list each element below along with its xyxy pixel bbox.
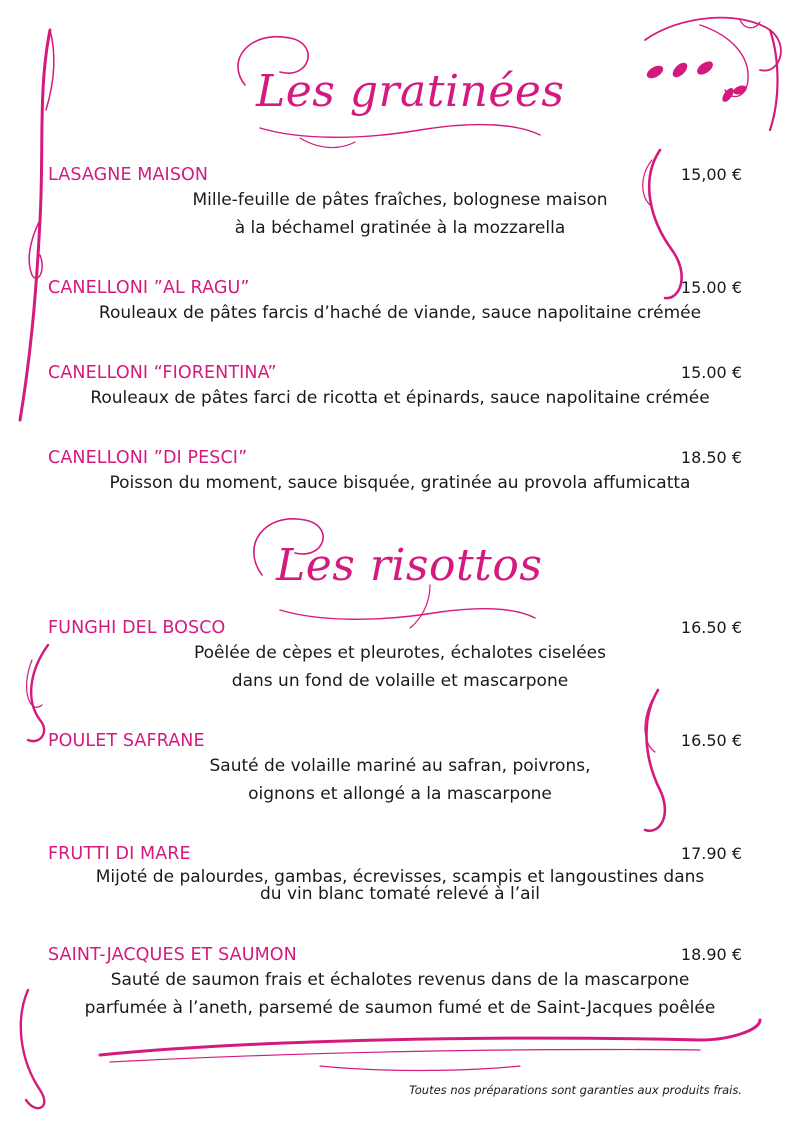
item-price: 15,00 € <box>680 165 742 184</box>
item-desc-line: Mijoté de palourdes, gambas, écrevisses, scampis et langoustines dans <box>95 867 705 887</box>
item-name: FRUTTI DI MARE <box>48 844 191 864</box>
item-desc-line: Poêlée de cèpes et pleurotes, échalotes ciselées <box>194 643 606 663</box>
section-title-risottos: Les risottos <box>276 540 543 591</box>
item-description <box>40 469 760 497</box>
item-desc-line: Poisson du moment, sauce bisquée, gratinée au provola affumicatta <box>109 473 691 493</box>
item-price: 16.50 € <box>680 731 742 750</box>
item-desc-line: Rouleaux de pâtes farci de ricotta et épinards, sauce napolitaine crémée <box>90 388 710 408</box>
item-desc-line: parfumée à l’aneth, parsemé de saumon fumé et de Saint-Jacques poêlée <box>84 998 716 1018</box>
item-desc-line: Sauté de saumon frais et échalotes revenus dans de la mascarpone <box>110 970 690 990</box>
item-name: LASAGNE MAISON <box>48 165 209 185</box>
item-name: FUNGHI DEL BOSCO <box>48 618 226 638</box>
item-price: 15.00 € <box>680 278 742 297</box>
section-title-gratinees: Les gratinées <box>256 66 565 117</box>
item-price: 17.90 € <box>680 844 742 863</box>
item-price: 18.50 € <box>680 448 742 467</box>
item-description <box>40 639 760 695</box>
item-description <box>40 752 760 808</box>
item-desc-line: Sauté de volaille mariné au safran, poivrons, <box>209 756 591 776</box>
item-description <box>40 867 760 904</box>
footnote: Toutes nos préparations sont garanties aux produits frais. <box>409 1083 742 1097</box>
item-name: POULET SAFRANE <box>48 731 205 751</box>
item-name: CANELLONI ”DI PESCI” <box>48 448 248 468</box>
item-name: SAINT-JACQUES ET SAUMON <box>48 945 297 965</box>
item-desc-line: du vin blanc tomaté relevé à l’ail <box>260 884 540 904</box>
item-name: CANELLONI “FIORENTINA” <box>48 363 277 383</box>
item-description <box>40 186 760 242</box>
item-price: 15.00 € <box>680 363 742 382</box>
item-desc-line: Rouleaux de pâtes farcis d’haché de viande, sauce napolitaine crémée <box>98 303 702 323</box>
item-desc-line: Mille-feuille de pâtes fraîches, bolognese maison <box>192 190 608 210</box>
item-desc-line: dans un fond de volaille et mascarpone <box>231 671 569 691</box>
item-description <box>40 966 760 1022</box>
item-description <box>40 299 760 327</box>
item-desc-line: à la béchamel gratinée à la mozzarella <box>234 218 566 238</box>
item-description <box>40 384 760 412</box>
item-price: 18.90 € <box>680 945 742 964</box>
item-desc-line: oignons et allongé a la mascarpone <box>248 784 552 804</box>
item-price: 16.50 € <box>680 618 742 637</box>
item-name: CANELLONI ”AL RAGU” <box>48 278 250 298</box>
